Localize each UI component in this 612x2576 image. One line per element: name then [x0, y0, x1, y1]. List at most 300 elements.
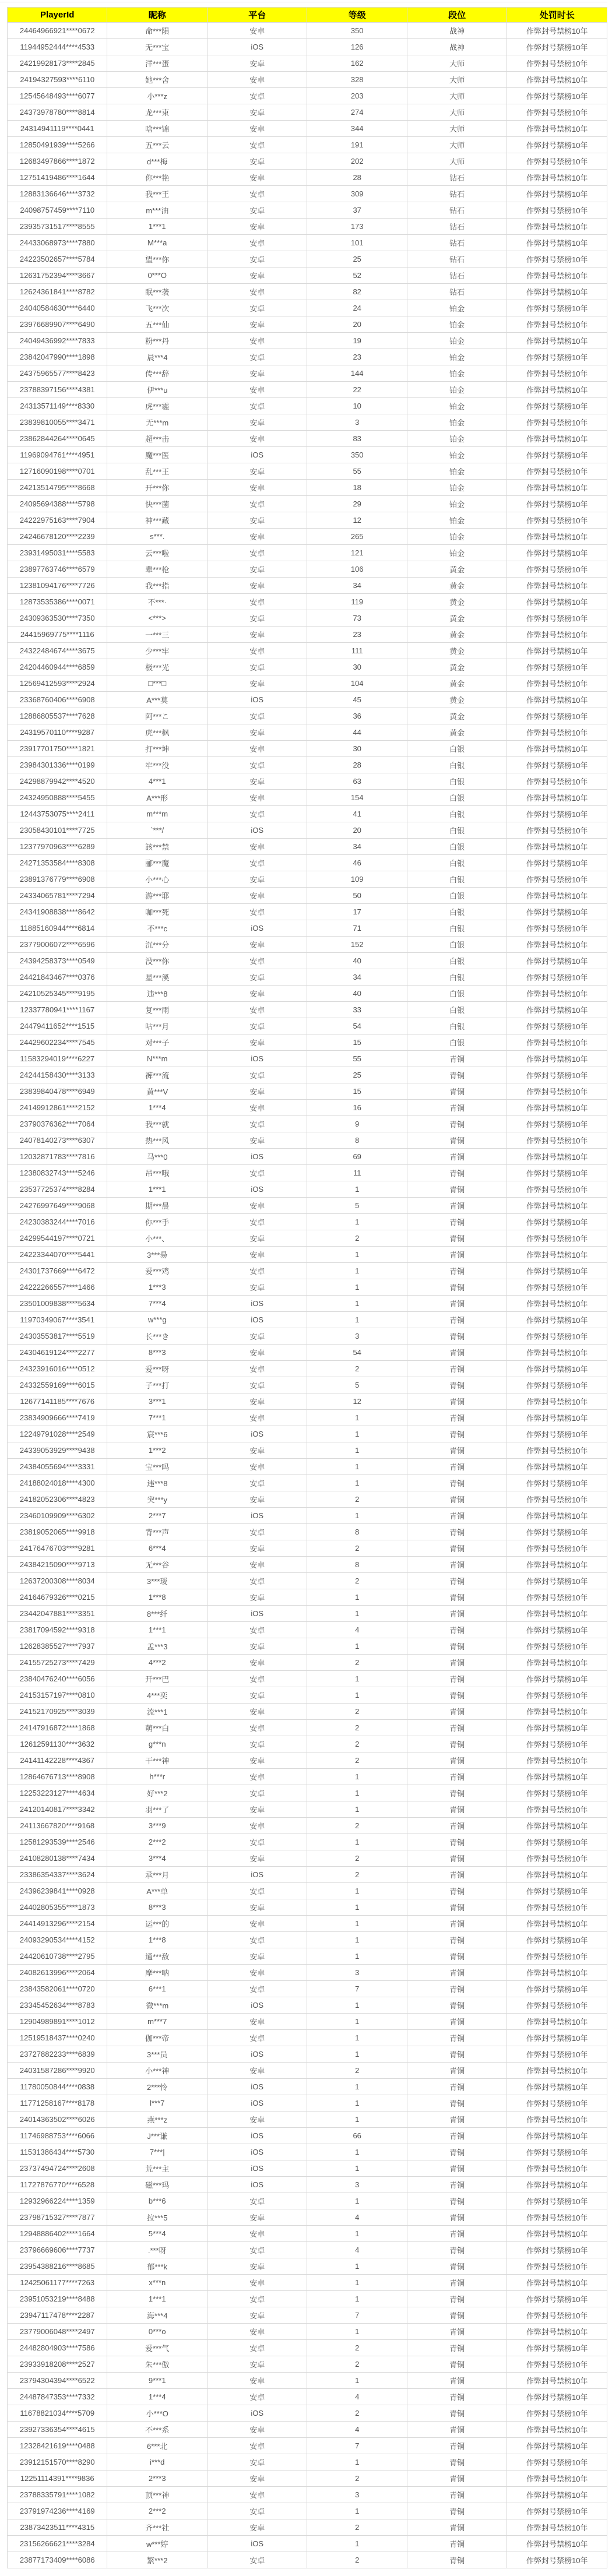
- cell-nickname: 爱***呀: [107, 1361, 207, 1377]
- cell-platform: 安卓: [207, 2193, 307, 2209]
- table-row: [8, 1393, 607, 1410]
- table-row: [8, 186, 607, 202]
- cell-punishment: 作弊封号禁榜10年: [507, 2454, 607, 2471]
- cell-rank: 铂金: [407, 300, 507, 316]
- cell-platform: 安卓: [207, 1377, 307, 1393]
- column-header-punishment: 处罚时长: [507, 8, 607, 23]
- cell-platform: iOS: [207, 2046, 307, 2063]
- cell-platform: iOS: [207, 2536, 307, 2552]
- cell-level: 3: [307, 2487, 407, 2503]
- cell-nickname: 沉***分: [107, 937, 207, 953]
- cell-player-id: 11727876770****6528: [8, 2177, 107, 2193]
- cell-punishment: 作弊封号禁榜10年: [507, 2128, 607, 2144]
- cell-punishment: 作弊封号禁榜10年: [507, 757, 607, 773]
- cell-punishment: 作弊封号禁榜10年: [507, 1948, 607, 1965]
- cell-rank: 铂金: [407, 463, 507, 480]
- cell-level: 1: [307, 1459, 407, 1475]
- cell-platform: 安卓: [207, 2112, 307, 2128]
- cell-player-id: 11780050844****0838: [8, 2079, 107, 2095]
- cell-punishment: 作弊封号禁榜10年: [507, 1573, 607, 1589]
- cell-rank: 钻石: [407, 170, 507, 186]
- table-row: [8, 1149, 607, 1165]
- cell-player-id: 12519518437****0240: [8, 2030, 107, 2046]
- cell-player-id: 24153157197****0810: [8, 1687, 107, 1704]
- cell-platform: iOS: [207, 1426, 307, 1442]
- cell-level: 2: [307, 1850, 407, 1867]
- cell-rank: 青铜: [407, 1704, 507, 1720]
- cell-nickname: d***梅: [107, 153, 207, 170]
- cell-rank: 青铜: [407, 2014, 507, 2030]
- cell-level: 1: [307, 1948, 407, 1965]
- cell-rank: 青铜: [407, 2291, 507, 2307]
- cell-punishment: 作弊封号禁榜10年: [507, 1002, 607, 1018]
- table-row: [8, 1442, 607, 1459]
- cell-level: 44: [307, 724, 407, 741]
- cell-player-id: 24230383244****7016: [8, 1214, 107, 1230]
- cell-nickname: 孟***3: [107, 1638, 207, 1655]
- cell-nickname: w***婷: [107, 2536, 207, 2552]
- cell-nickname: 燕***z: [107, 2112, 207, 2128]
- table-row: [8, 1589, 607, 1606]
- cell-nickname: 阿***こ: [107, 708, 207, 724]
- cell-rank: 青铜: [407, 1818, 507, 1834]
- cell-rank: 铂金: [407, 414, 507, 431]
- cell-rank: 铂金: [407, 316, 507, 333]
- cell-platform: 安卓: [207, 724, 307, 741]
- cell-rank: 青铜: [407, 2242, 507, 2258]
- cell-player-id: 24223344070****5441: [8, 1247, 107, 1263]
- cell-rank: 青铜: [407, 1312, 507, 1328]
- cell-rank: 青铜: [407, 1132, 507, 1149]
- cell-platform: 安卓: [207, 1948, 307, 1965]
- cell-level: 154: [307, 790, 407, 806]
- cell-level: 82: [307, 284, 407, 300]
- cell-rank: 青铜: [407, 2258, 507, 2275]
- cell-player-id: 12948886402****1664: [8, 2226, 107, 2242]
- cell-rank: 青铜: [407, 1883, 507, 1899]
- cell-player-id: 12380832743****5246: [8, 1165, 107, 1181]
- cell-level: 4: [307, 2242, 407, 2258]
- table-row: [8, 2242, 607, 2258]
- cell-player-id: 11746988753****6066: [8, 2128, 107, 2144]
- cell-nickname: 你***艳: [107, 170, 207, 186]
- table-row: [8, 137, 607, 153]
- cell-platform: 安卓: [207, 1132, 307, 1149]
- cell-punishment: 作弊封号禁榜10年: [507, 2063, 607, 2079]
- cell-platform: 安卓: [207, 1883, 307, 1899]
- cell-punishment: 作弊封号禁榜10年: [507, 1997, 607, 2014]
- cell-player-id: 24384215090****9713: [8, 1557, 107, 1573]
- cell-platform: 安卓: [207, 2063, 307, 2079]
- cell-platform: 安卓: [207, 594, 307, 610]
- table-row: [8, 578, 607, 594]
- cell-nickname: 5***4: [107, 2226, 207, 2242]
- cell-rank: 黄金: [407, 659, 507, 675]
- table-row: [8, 953, 607, 969]
- cell-punishment: 作弊封号禁榜10年: [507, 888, 607, 904]
- table-row: [8, 2112, 607, 2128]
- cell-nickname: 我***指: [107, 578, 207, 594]
- cell-player-id: 23954388216****8685: [8, 2258, 107, 2275]
- cell-player-id: 24396239841****0928: [8, 1883, 107, 1899]
- cell-platform: 安卓: [207, 1622, 307, 1638]
- cell-punishment: 作弊封号禁榜10年: [507, 2275, 607, 2291]
- table-row: [8, 2307, 607, 2324]
- cell-platform: 安卓: [207, 72, 307, 88]
- table-row: [8, 1655, 607, 1671]
- table-row: [8, 561, 607, 578]
- cell-level: 101: [307, 235, 407, 251]
- cell-player-id: 12751419486****1644: [8, 170, 107, 186]
- cell-platform: 安卓: [207, 1752, 307, 1769]
- table-row: [8, 2389, 607, 2405]
- cell-player-id: 11771258167****8178: [8, 2095, 107, 2112]
- column-header-nickname: 昵称: [107, 8, 207, 23]
- cell-nickname: 裤***流: [107, 1067, 207, 1083]
- cell-platform: 安卓: [207, 1540, 307, 1557]
- cell-punishment: 作弊封号禁榜10年: [507, 773, 607, 790]
- cell-level: 9: [307, 1116, 407, 1132]
- cell-platform: 安卓: [207, 627, 307, 643]
- table-row: [8, 2487, 607, 2503]
- table-row: [8, 2079, 607, 2095]
- cell-player-id: 24152170925****3039: [8, 1704, 107, 1720]
- cell-platform: 安卓: [207, 153, 307, 170]
- cell-punishment: 作弊封号禁榜10年: [507, 1459, 607, 1475]
- cell-level: 1: [307, 2454, 407, 2471]
- cell-rank: 白银: [407, 1034, 507, 1051]
- cell-nickname: 該***禁: [107, 839, 207, 855]
- cell-punishment: 作弊封号禁榜10年: [507, 2307, 607, 2324]
- cell-level: 2: [307, 1230, 407, 1247]
- cell-level: 36: [307, 708, 407, 724]
- cell-punishment: 作弊封号禁榜10年: [507, 1051, 607, 1067]
- cell-level: 5: [307, 1377, 407, 1393]
- cell-nickname: 2***2: [107, 2503, 207, 2519]
- table-row: [8, 72, 607, 88]
- cell-nickname: 小***心: [107, 871, 207, 888]
- cell-nickname: 爱***气: [107, 2340, 207, 2356]
- cell-platform: 安卓: [207, 1116, 307, 1132]
- cell-platform: 安卓: [207, 2226, 307, 2242]
- cell-level: 1: [307, 1312, 407, 1328]
- cell-rank: 青铜: [407, 1442, 507, 1459]
- cell-nickname: 干***神: [107, 1752, 207, 1769]
- cell-nickname: 星***溪: [107, 969, 207, 986]
- cell-level: 55: [307, 463, 407, 480]
- cell-platform: 安卓: [207, 2340, 307, 2356]
- cell-punishment: 作弊封号禁榜10年: [507, 2324, 607, 2340]
- cell-level: 1: [307, 1883, 407, 1899]
- table-row: [8, 594, 607, 610]
- cell-platform: 安卓: [207, 2242, 307, 2258]
- cell-player-id: 23834909666****7419: [8, 1410, 107, 1426]
- cell-level: 33: [307, 1002, 407, 1018]
- cell-rank: 青铜: [407, 1165, 507, 1181]
- cell-platform: 安卓: [207, 333, 307, 349]
- cell-rank: 青铜: [407, 2030, 507, 2046]
- cell-rank: 青铜: [407, 1149, 507, 1165]
- cell-player-id: 24334065781****7294: [8, 888, 107, 904]
- table-row: [8, 2160, 607, 2177]
- cell-player-id: 24204460944****6859: [8, 659, 107, 675]
- cell-level: 19: [307, 333, 407, 349]
- cell-player-id: 24222266557****1466: [8, 1279, 107, 1296]
- cell-player-id: 24219928173****2845: [8, 55, 107, 72]
- cell-platform: 安卓: [207, 2438, 307, 2454]
- cell-player-id: 24246678120****2239: [8, 529, 107, 545]
- cell-level: 52: [307, 268, 407, 284]
- cell-platform: iOS: [207, 2128, 307, 2144]
- cell-level: 2: [307, 2471, 407, 2487]
- cell-platform: 安卓: [207, 2373, 307, 2389]
- cell-nickname: i***d: [107, 2454, 207, 2471]
- cell-level: 1: [307, 2030, 407, 2046]
- cell-player-id: 12628385527****7937: [8, 1638, 107, 1655]
- cell-level: 119: [307, 594, 407, 610]
- cell-punishment: 作弊封号禁榜10年: [507, 382, 607, 398]
- cell-player-id: 23345452634****8783: [8, 1997, 107, 2014]
- cell-nickname: 6***1: [107, 1981, 207, 1997]
- cell-level: 71: [307, 920, 407, 937]
- cell-level: 1: [307, 1475, 407, 1491]
- cell-nickname: N***m: [107, 1051, 207, 1067]
- cell-rank: 大师: [407, 153, 507, 170]
- cell-level: 7: [307, 1981, 407, 1997]
- cell-nickname: 乱***王: [107, 463, 207, 480]
- cell-punishment: 作弊封号禁榜10年: [507, 545, 607, 561]
- table-row: [8, 1328, 607, 1345]
- cell-player-id: 24487847353****7332: [8, 2389, 107, 2405]
- cell-nickname: 我***王: [107, 186, 207, 202]
- cell-punishment: 作弊封号禁榜10年: [507, 969, 607, 986]
- cell-rank: 青铜: [407, 1393, 507, 1410]
- cell-level: 2: [307, 2063, 407, 2079]
- cell-rank: 青铜: [407, 1361, 507, 1377]
- cell-punishment: 作弊封号禁榜10年: [507, 806, 607, 822]
- cell-platform: 安卓: [207, 1932, 307, 1948]
- cell-nickname: <***>: [107, 610, 207, 627]
- table-row: [8, 1263, 607, 1279]
- cell-level: 1: [307, 1638, 407, 1655]
- cell-punishment: 作弊封号禁榜10年: [507, 268, 607, 284]
- cell-nickname: 少***牢: [107, 643, 207, 659]
- cell-punishment: 作弊封号禁榜10年: [507, 2536, 607, 2552]
- cell-level: 15: [307, 1034, 407, 1051]
- cell-punishment: 作弊封号禁榜10年: [507, 1704, 607, 1720]
- cell-nickname: 打***坤: [107, 741, 207, 757]
- cell-player-id: 23927336354****4615: [8, 2422, 107, 2438]
- cell-player-id: 23788335791****1082: [8, 2487, 107, 2503]
- table-row: [8, 1932, 607, 1948]
- cell-punishment: 作弊封号禁榜10年: [507, 1834, 607, 1850]
- cell-level: 1: [307, 1296, 407, 1312]
- cell-player-id: 12873535386****0071: [8, 594, 107, 610]
- cell-platform: 安卓: [207, 1965, 307, 1981]
- cell-level: 106: [307, 561, 407, 578]
- cell-punishment: 作弊封号禁榜10年: [507, 463, 607, 480]
- cell-punishment: 作弊封号禁榜10年: [507, 1752, 607, 1769]
- cell-rank: 钻石: [407, 268, 507, 284]
- cell-player-id: 24332559169****6015: [8, 1377, 107, 1393]
- cell-punishment: 作弊封号禁榜10年: [507, 1328, 607, 1345]
- cell-nickname: 小***O: [107, 2405, 207, 2422]
- table-row: [8, 1916, 607, 1932]
- cell-punishment: 作弊封号禁榜10年: [507, 2405, 607, 2422]
- cell-rank: 铂金: [407, 365, 507, 382]
- cell-nickname: 1***2: [107, 1442, 207, 1459]
- cell-platform: 安卓: [207, 431, 307, 447]
- cell-nickname: 2***3: [107, 2471, 207, 2487]
- cell-player-id: 24093290534****4152: [8, 1932, 107, 1948]
- cell-rank: 青铜: [407, 1100, 507, 1116]
- cell-nickname: 9***1: [107, 2373, 207, 2389]
- cell-player-id: 11531386434****5730: [8, 2144, 107, 2160]
- cell-punishment: 作弊封号禁榜10年: [507, 1426, 607, 1442]
- cell-nickname: m***7: [107, 2014, 207, 2030]
- cell-rank: 青铜: [407, 2422, 507, 2438]
- cell-nickname: 开***你: [107, 480, 207, 496]
- cell-platform: 安卓: [207, 463, 307, 480]
- cell-level: 1: [307, 2193, 407, 2209]
- cell-punishment: 作弊封号禁榜10年: [507, 88, 607, 104]
- cell-player-id: 24147916872****1868: [8, 1720, 107, 1736]
- cell-punishment: 作弊封号禁榜10年: [507, 1181, 607, 1198]
- cell-punishment: 作弊封号禁榜10年: [507, 137, 607, 153]
- cell-punishment: 作弊封号禁榜10年: [507, 659, 607, 675]
- cell-punishment: 作弊封号禁榜10年: [507, 822, 607, 839]
- cell-rank: 大师: [407, 88, 507, 104]
- cell-rank: 青铜: [407, 1459, 507, 1475]
- cell-platform: 安卓: [207, 969, 307, 986]
- cell-punishment: 作弊封号禁榜10年: [507, 316, 607, 333]
- cell-player-id: 24421843467****0376: [8, 969, 107, 986]
- cell-player-id: 24040584630****6440: [8, 300, 107, 316]
- cell-level: 3: [307, 2177, 407, 2193]
- cell-punishment: 作弊封号禁榜10年: [507, 1638, 607, 1655]
- cell-level: 4: [307, 1622, 407, 1638]
- cell-level: 37: [307, 202, 407, 219]
- cell-player-id: 23935731517****8555: [8, 219, 107, 235]
- cell-nickname: 微***m: [107, 1997, 207, 2014]
- cell-player-id: 24339053929****9438: [8, 1442, 107, 1459]
- table-row: [8, 104, 607, 121]
- cell-platform: 安卓: [207, 512, 307, 529]
- cell-rank: 青铜: [407, 1606, 507, 1622]
- cell-rank: 青铜: [407, 2454, 507, 2471]
- table-row: [8, 627, 607, 643]
- cell-nickname: 6***4: [107, 1540, 207, 1557]
- cell-nickname: 2***怜: [107, 2079, 207, 2095]
- cell-player-id: 12904989891****1012: [8, 2014, 107, 2030]
- cell-level: 2: [307, 2405, 407, 2422]
- cell-rank: 黄金: [407, 610, 507, 627]
- cell-level: 111: [307, 643, 407, 659]
- cell-rank: 青铜: [407, 2519, 507, 2536]
- cell-level: 1: [307, 2291, 407, 2307]
- cell-nickname: 小***神: [107, 2063, 207, 2079]
- cell-nickname: s***.: [107, 529, 207, 545]
- cell-player-id: 23839840478****6949: [8, 1083, 107, 1100]
- cell-level: 29: [307, 496, 407, 512]
- cell-nickname: 一***三: [107, 627, 207, 643]
- cell-player-id: 24313571149****8330: [8, 398, 107, 414]
- table-row: [8, 1034, 607, 1051]
- cell-platform: 安卓: [207, 2014, 307, 2030]
- cell-nickname: 粉***丹: [107, 333, 207, 349]
- cell-platform: 安卓: [207, 235, 307, 251]
- cell-nickname: 齐***社: [107, 2519, 207, 2536]
- table-row: [8, 235, 607, 251]
- cell-rank: 青铜: [407, 2112, 507, 2128]
- cell-level: 162: [307, 55, 407, 72]
- cell-nickname: m***油: [107, 202, 207, 219]
- cell-punishment: 作弊封号禁榜10年: [507, 300, 607, 316]
- cell-punishment: 作弊封号禁榜10年: [507, 1867, 607, 1883]
- cell-platform: 安卓: [207, 414, 307, 431]
- cell-level: 126: [307, 39, 407, 55]
- table-row: [8, 806, 607, 822]
- cell-player-id: 12425061177****7263: [8, 2275, 107, 2291]
- table-row: [8, 1883, 607, 1899]
- cell-nickname: 传***辞: [107, 365, 207, 382]
- cell-platform: 安卓: [207, 300, 307, 316]
- cell-platform: 安卓: [207, 2209, 307, 2226]
- cell-punishment: 作弊封号禁榜10年: [507, 1508, 607, 1524]
- cell-platform: iOS: [207, 1312, 307, 1328]
- cell-level: 3: [307, 1328, 407, 1345]
- cell-platform: 安卓: [207, 1002, 307, 1018]
- cell-player-id: 23058430101****7725: [8, 822, 107, 839]
- cell-player-id: 24271353584****8308: [8, 855, 107, 871]
- cell-level: 1: [307, 1247, 407, 1263]
- cell-punishment: 作弊封号禁榜10年: [507, 153, 607, 170]
- table-row: [8, 545, 607, 561]
- cell-platform: 安卓: [207, 904, 307, 920]
- cell-rank: 青铜: [407, 1426, 507, 1442]
- cell-level: 2: [307, 1752, 407, 1769]
- cell-rank: 钻石: [407, 251, 507, 268]
- cell-platform: 安卓: [207, 398, 307, 414]
- cell-nickname: 不***系: [107, 2422, 207, 2438]
- cell-nickname: 不***c: [107, 920, 207, 937]
- cell-level: 1: [307, 1214, 407, 1230]
- cell-nickname: 摩***呐: [107, 1965, 207, 1981]
- cell-rank: 黄金: [407, 627, 507, 643]
- cell-player-id: 23819052065****9918: [8, 1524, 107, 1540]
- cell-player-id: 24141142228****4367: [8, 1752, 107, 1769]
- cell-rank: 青铜: [407, 2079, 507, 2095]
- cell-platform: 安卓: [207, 202, 307, 219]
- cell-level: 109: [307, 871, 407, 888]
- cell-platform: 安卓: [207, 1214, 307, 1230]
- cell-rank: 青铜: [407, 1589, 507, 1606]
- cell-level: 12: [307, 512, 407, 529]
- cell-level: 173: [307, 219, 407, 235]
- cell-rank: 青铜: [407, 1916, 507, 1932]
- cell-player-id: 24210525345****9195: [8, 986, 107, 1002]
- cell-rank: 白银: [407, 806, 507, 822]
- cell-rank: 钻石: [407, 202, 507, 219]
- cell-nickname: 0***o: [107, 2324, 207, 2340]
- cell-nickname: 6***北: [107, 2438, 207, 2454]
- cell-platform: 安卓: [207, 1279, 307, 1296]
- cell-nickname: 海***4: [107, 2307, 207, 2324]
- cell-level: 152: [307, 937, 407, 953]
- cell-punishment: 作弊封号禁榜10年: [507, 1769, 607, 1785]
- cell-player-id: 24482804903****7586: [8, 2340, 107, 2356]
- cell-platform: 安卓: [207, 121, 307, 137]
